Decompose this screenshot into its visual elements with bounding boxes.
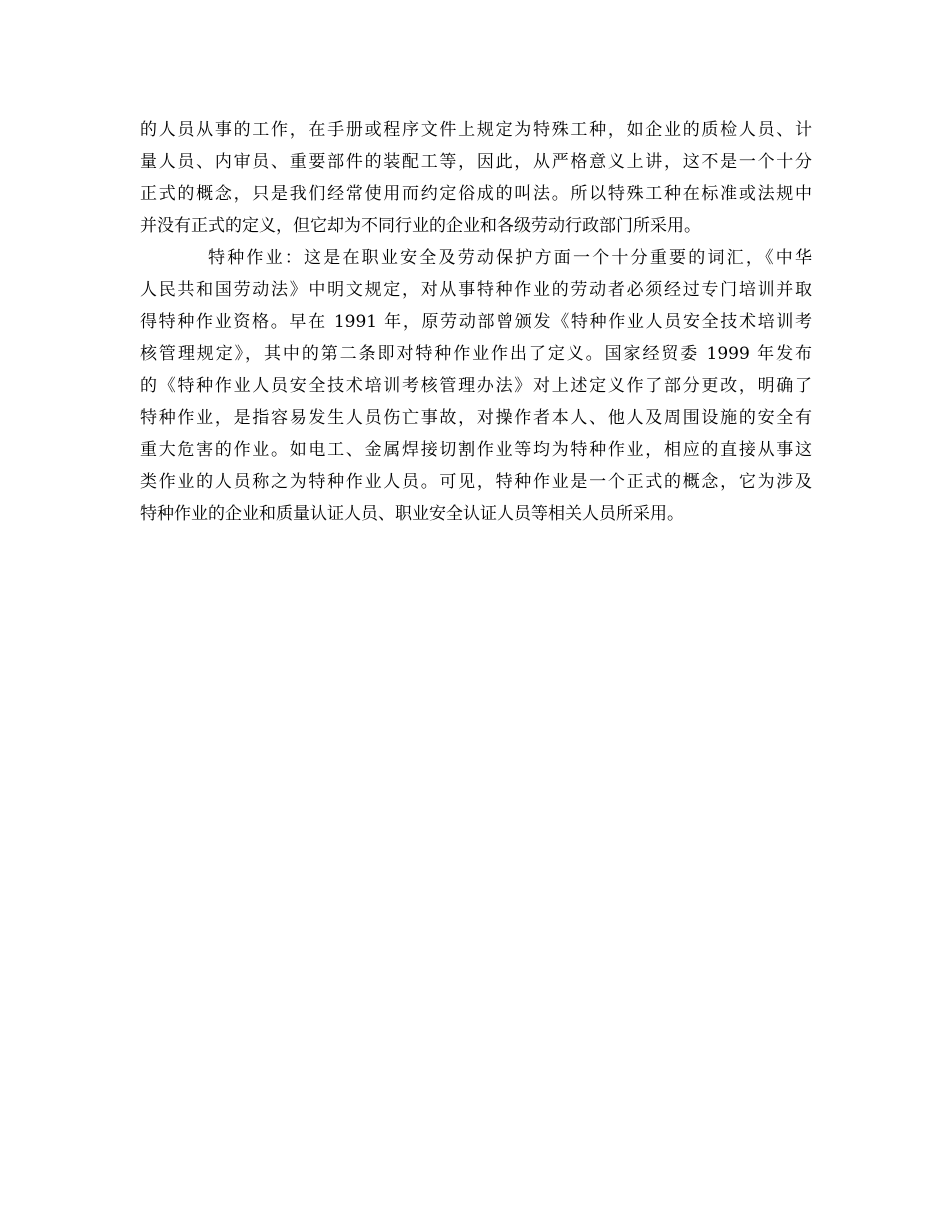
text-line: 的《特种作业人员安全技术培训考核管理办法》对上述定义作了部分更改，明确了 [140, 376, 812, 396]
text-line: 特种作业的企业和质量认证人员、职业安全认证人员等相关人员所采用。 [140, 504, 684, 524]
text-line: 特种作业：这是在职业安全及劳动保护方面一个十分重要的词汇，《中华 [208, 248, 812, 268]
paragraph-special-trades [140, 114, 812, 242]
text-line: 正式的概念，只是我们经常使用而约定俗成的叫法。所以特殊工种在标准或法规中 [140, 184, 812, 204]
text-line: 核管理规定》，其中的第二条即对特种作业作出了定义。国家经贸委 1999 年发布 [140, 344, 812, 364]
text-line: 量人员、内审员、重要部件的装配工等，因此，从严格意义上讲，这不是一个十分 [140, 152, 812, 172]
text-line: 类作业的人员称之为特种作业人员。可见，特种作业是一个正式的概念，它为涉及 [140, 472, 812, 492]
text-line: 的人员从事的工作，在手册或程序文件上规定为特殊工种，如企业的质检人员、计 [140, 120, 812, 140]
paragraph-special-operations [140, 242, 812, 530]
text-line: 得特种作业资格。早在 1991 年，原劳动部曾颁发《特种作业人员安全技术培训考 [140, 312, 812, 332]
text-line: 重大危害的作业。如电工、金属焊接切割作业等均为特种作业，相应的直接从事这 [140, 440, 812, 460]
text-line: 并没有正式的定义，但它却为不同行业的企业和各级劳动行政部门所采用。 [140, 216, 701, 236]
document-body [140, 114, 812, 530]
text-line: 人民共和国劳动法》中明文规定，对从事特种作业的劳动者必须经过专门培训并取 [140, 280, 812, 300]
text-line: 特种作业，是指容易发生人员伤亡事故，对操作者本人、他人及周围设施的安全有 [140, 408, 812, 428]
